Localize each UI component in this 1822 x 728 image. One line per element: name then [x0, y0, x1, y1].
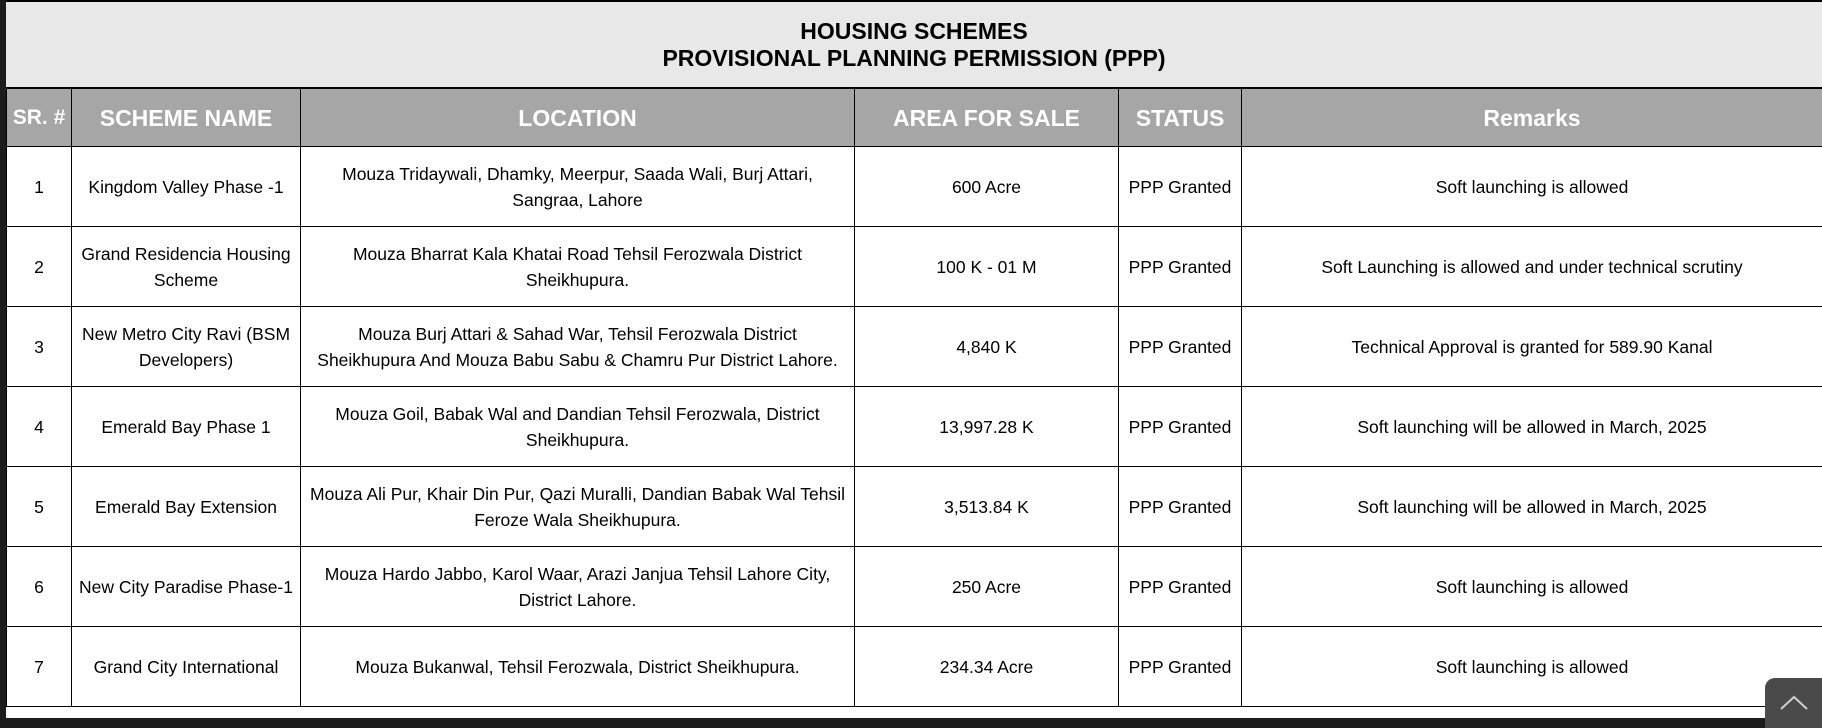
- cell-scheme-name: Emerald Bay Extension: [72, 467, 301, 547]
- cell-scheme-name: Emerald Bay Phase 1: [72, 387, 301, 467]
- table-row: [7, 227, 1822, 307]
- schemes-table: [6, 88, 1822, 707]
- cell-sr: 7: [7, 627, 72, 707]
- cell-remarks: Soft launching is allowed: [1242, 147, 1822, 227]
- cell-area: 100 K - 01 M: [855, 227, 1119, 307]
- cell-status: PPP Granted: [1119, 387, 1242, 467]
- cell-remarks: Soft launching will be allowed in March, 2025: [1242, 387, 1822, 467]
- table-title: [6, 0, 1822, 88]
- cell-area: 3,513.84 K: [855, 467, 1119, 547]
- cell-sr: 2: [7, 227, 72, 307]
- header-location: LOCATION: [301, 89, 855, 147]
- table-row: [7, 627, 1822, 707]
- header-status: STATUS: [1119, 89, 1242, 147]
- cell-location: Mouza Goil, Babak Wal and Dandian Tehsil Ferozwala, District Sheikhupura.: [301, 387, 855, 467]
- header-remarks: Remarks: [1242, 89, 1822, 147]
- cell-remarks: Soft launching will be allowed in March, 2025: [1242, 467, 1822, 547]
- cell-status: PPP Granted: [1119, 627, 1242, 707]
- cell-area: 4,840 K: [855, 307, 1119, 387]
- cell-location: Mouza Bukanwal, Tehsil Ferozwala, District Sheikhupura.: [301, 627, 855, 707]
- cell-scheme-name: Grand City International: [72, 627, 301, 707]
- cell-area: 250 Acre: [855, 547, 1119, 627]
- cell-remarks: Technical Approval is granted for 589.90 Kanal: [1242, 307, 1822, 387]
- table-row: [7, 387, 1822, 467]
- table-row: [7, 547, 1822, 627]
- header-scheme-name: SCHEME NAME: [72, 89, 301, 147]
- title-line-1: HOUSING SCHEMES: [800, 18, 1027, 45]
- cell-area: 13,997.28 K: [855, 387, 1119, 467]
- chevron-up-icon: [1779, 694, 1809, 710]
- cell-remarks: Soft Launching is allowed and under technical scrutiny: [1242, 227, 1822, 307]
- cell-scheme-name: New Metro City Ravi (BSM Developers): [72, 307, 301, 387]
- cell-status: PPP Granted: [1119, 307, 1242, 387]
- cell-location: Mouza Bharrat Kala Khatai Road Tehsil Ferozwala District Sheikhupura.: [301, 227, 855, 307]
- cell-location: Mouza Ali Pur, Khair Din Pur, Qazi Muralli, Dandian Babak Wal Tehsil Feroze Wala Sheikhupura.: [301, 467, 855, 547]
- header-sr: SR. #: [7, 89, 72, 147]
- cell-remarks: Soft launching is allowed: [1242, 627, 1822, 707]
- cell-status: PPP Granted: [1119, 147, 1242, 227]
- cell-sr: 5: [7, 467, 72, 547]
- cell-area: 234.34 Acre: [855, 627, 1119, 707]
- header-row: [7, 89, 1822, 147]
- title-line-2: PROVISIONAL PLANNING PERMISSION (PPP): [662, 45, 1165, 72]
- cell-status: PPP Granted: [1119, 547, 1242, 627]
- table-row: [7, 467, 1822, 547]
- cell-scheme-name: New City Paradise Phase-1: [72, 547, 301, 627]
- cell-status: PPP Granted: [1119, 227, 1242, 307]
- cell-area: 600 Acre: [855, 147, 1119, 227]
- cell-sr: 6: [7, 547, 72, 627]
- scroll-to-top-button[interactable]: [1765, 678, 1822, 728]
- cell-location: Mouza Hardo Jabbo, Karol Waar, Arazi Janjua Tehsil Lahore City, District Lahore.: [301, 547, 855, 627]
- cell-sr: 1: [7, 147, 72, 227]
- cell-scheme-name: Grand Residencia Housing Scheme: [72, 227, 301, 307]
- cell-location: Mouza Tridaywali, Dhamky, Meerpur, Saada Wali, Burj Attari, Sangraa, Lahore: [301, 147, 855, 227]
- cell-remarks: Soft launching is allowed: [1242, 547, 1822, 627]
- cell-location: Mouza Burj Attari & Sahad War, Tehsil Ferozwala District Sheikhupura And Mouza Babu Sabu & Chamru Pur District Lahore.: [301, 307, 855, 387]
- header-area-for-sale: AREA FOR SALE: [855, 89, 1119, 147]
- cell-status: PPP Granted: [1119, 467, 1242, 547]
- cell-sr: 3: [7, 307, 72, 387]
- cell-sr: 4: [7, 387, 72, 467]
- housing-schemes-sheet: [6, 0, 1822, 718]
- table-row: [7, 307, 1822, 387]
- table-row: [7, 147, 1822, 227]
- cell-scheme-name: Kingdom Valley Phase -1: [72, 147, 301, 227]
